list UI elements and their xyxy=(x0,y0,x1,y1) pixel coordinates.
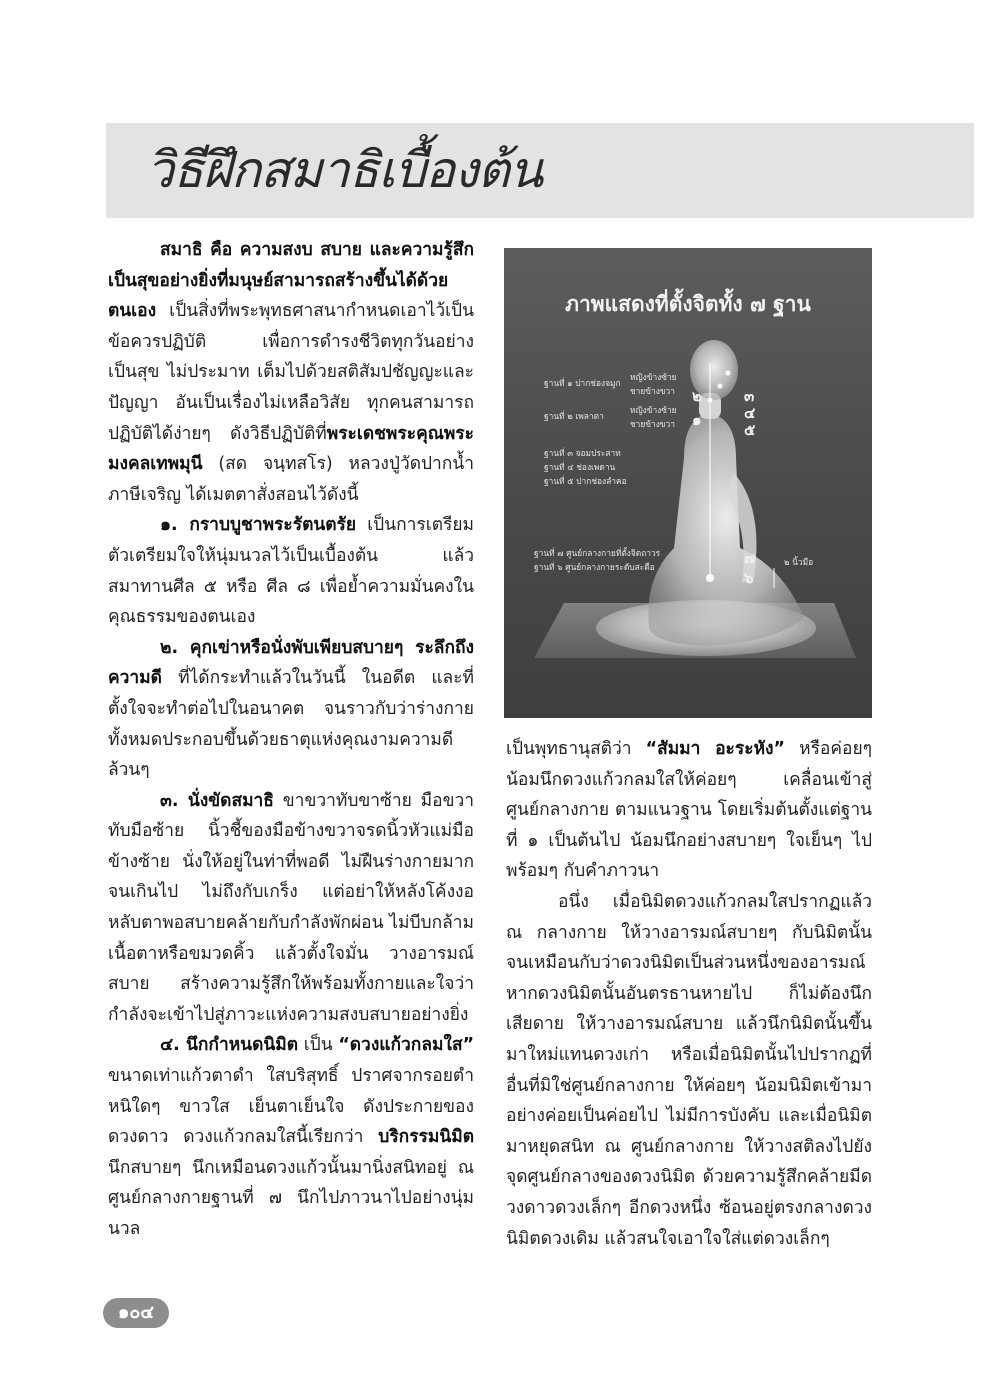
label-base-6: ฐานที่ ๖ ศูนย์กลางกายระดับสะดือ xyxy=(534,562,655,572)
marker-5: ๕ xyxy=(744,421,756,439)
step-4-text-1: เป็น xyxy=(298,1035,339,1056)
label-two-fingers: ๒ นิ้วมือ xyxy=(784,557,814,567)
seven-bases-figure xyxy=(504,248,872,718)
label-base-1: ฐานที่ ๑ ปากช่องจมูก xyxy=(544,378,621,388)
step-4-text-3: นึกสบายๆ นึกเหมือนดวงแก้วนั้นมานิ่งสนิทอยู่ ณ ศูนย์กลางกายฐานที่ ๗ นึกไปภาวนาไปอย่างนุ่มนวล xyxy=(108,1157,474,1239)
intro-bold: สมาธิ คือ ความสงบ สบาย และความรู้สึกเป็นสุขอย่างยิ่งที่มนุษย์สามารถสร้างขึ้นได้ด้วยตนเอง xyxy=(108,240,474,322)
step-3 xyxy=(108,786,474,1031)
right-column xyxy=(506,734,872,1254)
step-3-heading: ๓. นั่งขัดสมาธิ xyxy=(160,790,274,811)
intro-paragraph xyxy=(108,235,474,510)
figure-title: ภาพแสดงที่ตั้งจิตทั้ง ๗ ฐาน xyxy=(565,292,811,316)
step-4-bold-crystal: “ดวงแก้วกลมใส” xyxy=(338,1035,474,1056)
right-p1-text-2: หรือค่อยๆ น้อมนึกดวงแก้วกลมใสให้ค่อยๆ เคลื่อนเข้าสู่ศูนย์กลางกาย ตามแนวฐาน โดยเริ่มต้นตั้งแต่ฐานที่ ๑ เป็นต้นไป น้อมนึกอย่างสบายๆ ใจเย็นๆ ไปพร้อมๆ กับคำภาวนา xyxy=(506,739,872,882)
intro-text-end: (สด จนฺทสโร) หลวงปู่วัดปากน้ำ ภาษีเจริญ ได้เมตตาสั่งสอนไว้ดังนี้ xyxy=(108,454,474,505)
label-base-1-male: ชายข้างขวา xyxy=(630,386,675,396)
label-base-3: ฐานที่ ๓ จอมประสาท xyxy=(544,448,621,458)
intro-bold-name: พระเดชพระคุณพระมงคลเทพมุนี xyxy=(108,423,474,475)
step-4-heading: ๔. นึกกำหนดนิมิต xyxy=(160,1035,299,1056)
step-2 xyxy=(108,633,474,786)
step-4-text-2: ขนาดเท่าแก้วตาดำ ใสบริสุทธิ์ ปราศจากรอยตำหนิใดๆ ขาวใส เย็นตาเย็นใจ ดังประกายของดวงดาว ดวงแก้วกลมใสนี้เรียกว่า xyxy=(108,1066,474,1148)
page-number: ๑๐๔ xyxy=(103,1298,169,1328)
step-1-text: เป็นการเตรียมตัวเตรียมใจให้นุ่มนวลไว้เป็นเบื้องต้น แล้วสมาทานศีล ๕ หรือ ศีล ๘ เพื่อย้ำความมั่นคงในคุณธรรมของตนเอง xyxy=(108,515,474,628)
step-1-heading: ๑. กราบบูชาพระรัตนตรัย xyxy=(160,515,357,536)
marker-7: ๗ xyxy=(744,549,756,567)
step-4-bold-term: บริกรรมนิมิต xyxy=(378,1127,474,1148)
page-title: วิธีฝึกสมาธิเบื้องต้น xyxy=(146,141,543,199)
step-2-text: ที่ได้กระทำแล้วในวันนี้ ในอดีต และที่ตั้งใจจะทำต่อไปในอนาคต จนราวกับว่าร่างกายทั้งหมดประกอบขึ้นด้วยธาตุแห่งคุณงามความดีล้วนๆ xyxy=(108,668,474,781)
marker-4: ๔ xyxy=(744,404,756,422)
label-base-2: ฐานที่ ๒ เพลาตา xyxy=(544,411,604,421)
step-4 xyxy=(108,1030,474,1244)
right-p1-mantra: “สัมมา อะระหัง” xyxy=(645,739,785,759)
right-paragraph-1 xyxy=(506,734,872,887)
right-p1-text-1: เป็นพุทธานุสติว่า xyxy=(506,739,646,759)
label-base-2-male: ชายข้างขวา xyxy=(630,419,675,429)
intro-text: เป็นสิ่งที่พระพุทธศาสนากำหนดเอาไว้เป็นข้อควรปฏิบัติ เพื่อการดำรงชีวิตทุกวันอย่างเป็นสุข ไม่ประมาท เต็มไปด้วยสติสัมปชัญญะและปัญญา อันเป็นเรื่องไม่เหลือวิสัย ทุกคนสามารถปฏิบัติได้ง่ายๆ ดังวิธีปฏิบัติที่ xyxy=(108,301,474,444)
right-paragraph-2: อนึ่ง เมื่อนิมิตดวงแก้วกลมใสปรากฏแล้ว ณ กลางกาย ให้วางอารมณ์สบายๆ กับนิมิตนั้น จนเหมือนกับว่าดวงนิมิตเป็นส่วนหนึ่งของอารมณ์ หากดวงนิมิตนั้นอันตรธานหายไป ก็ไม่ต้องนึกเสียดาย ให้วางอารมณ์สบาย แล้วนึกนิมิตนั้นขึ้นมาใหม่แทนดวงเก่า หรือเมื่อนิมิตนั้นไปปรากฏที่อื่นที่มิใช่ศูนย์กลางกาย ให้ค่อยๆ น้อมนิมิตเข้ามาอย่างค่อยเป็นค่อยไป ไม่มีการบังคับ และเมื่อนิมิตมาหยุดสนิท ณ ศูนย์กลางกาย ให้วางสติลงไปยังจุดศูนย์กลางของดวงนิมิต ด้วยความรู้สึกคล้ายมีดวงดาวดวงเล็กๆ อีกดวงหนึ่ง ซ้อนอยู่ตรงกลางดวงนิมิตดวงเดิม แล้วสนใจเอาใจใส่แต่ดวงเล็กๆ xyxy=(506,891,872,1249)
marker-2: ๒ xyxy=(692,387,702,405)
label-base-2-female: หญิงข้างซ้าย xyxy=(630,405,677,415)
marker-6: ๖ xyxy=(744,569,754,587)
marker-3: ๓ xyxy=(744,387,755,405)
label-base-5: ฐานที่ ๕ ปากช่องลำคอ xyxy=(544,476,627,486)
label-base-7: ฐานที่ ๗ ศูนย์กลางกายที่ตั้งจิตถาวร xyxy=(534,548,661,558)
step-3-text: ขาขวาทับขาซ้าย มือขวาทับมือซ้าย นิ้วชี้ของมือข้างขวาจรดนิ้วหัวแม่มือข้างซ้าย นั่งให้อยู่ในท่าที่พอดี ไม่ฝืนร่างกายมากจนเกินไป ไม่ถึงกับเกร็ง แต่อย่าให้หลังโค้งงอ หลับตาพอสบายคล้ายกับกำลังพักผ่อน ไม่บีบกล้ามเนื้อตาหรือขมวดคิ้ว แล้วตั้งใจมั่น วางอารมณ์สบาย สร้างความรู้สึกให้พร้อมทั้งกายและใจว่ากำลังจะเข้าไปสู่ภาวะแห่งความสงบสบายอย่างยิ่ง xyxy=(108,790,474,1025)
step-1 xyxy=(108,510,474,632)
marker-1: ๑ xyxy=(692,411,702,429)
step-2-heading: ๒. คุกเข่าหรือนั่งพับเพียบสบายๆ ระลึกถึงความดี xyxy=(108,637,474,689)
title-band xyxy=(106,123,974,218)
label-base-4: ฐานที่ ๔ ช่องเพดาน xyxy=(544,462,616,472)
left-column xyxy=(108,235,474,1245)
label-base-1-female: หญิงข้างซ้าย xyxy=(630,372,677,382)
